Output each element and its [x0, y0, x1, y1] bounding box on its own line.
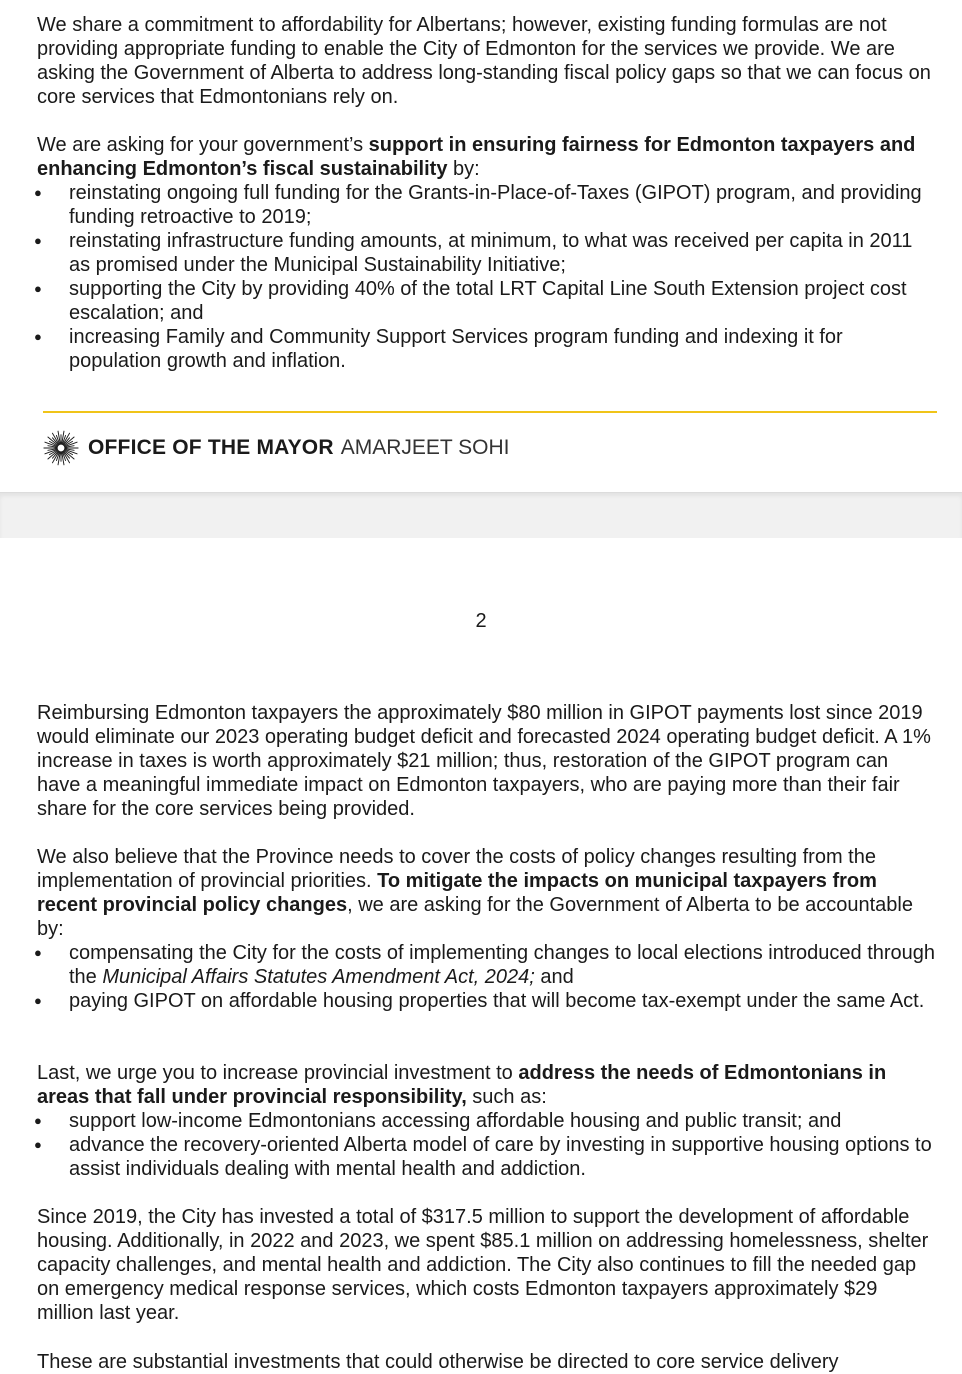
provincial-investment-text: Last, we urge you to increase provincial investment to address the needs of Edmontonians in areas that fall under provincial responsibility, such as:: [37, 1062, 887, 1108]
paragraph-fairness-request: [37, 133, 937, 373]
list-item: ● increasing Family and Community Support Services program funding and indexing it for population growth and inflation.: [0, 325, 937, 373]
paragraph-policy-changes: [37, 845, 937, 1013]
list-item: ● compensating the City for the costs of implementing changes to local elections introduced through the Municipal Affairs Statutes Amendment Act, 2024; and: [0, 941, 937, 989]
paragraph-affordability: We share a commitment to affordability for Albertans; however, existing funding formulas are not providing appropriate funding to enable the City of Edmonton for the services we provide. We are asking the Government of Alberta to address long-standing fiscal policy gaps so that we can focus on core services that Edmontonians rely on.: [37, 14, 931, 108]
fairness-request-text: We are asking for your government’s support in ensuring fairness for Edmonton taxpayers and enhancing Edmonton’s fiscal sustainability by:: [37, 134, 916, 180]
policy-changes-text: We also believe that the Province needs to cover the costs of policy changes resulting from the implementation of provincial priorities. To mitigate the impacts on municipal taxpayers from recent provincial policy changes, we are asking for the Government of Alberta to be accountable by:: [37, 846, 913, 940]
paragraph-provincial-investment: [37, 1061, 937, 1181]
fairness-bullet-list: [0, 181, 937, 373]
list-item: ● advance the recovery-oriented Alberta model of care by investing in supportive housing options to assist individuals dealing with mental health and addiction.: [0, 1133, 937, 1181]
document-page-2: [0, 538, 962, 1373]
document-page-1: [0, 0, 962, 492]
truncated-next-paragraph: [37, 1342, 937, 1373]
footer-divider: [43, 411, 937, 413]
paragraph-gipot-reimbursement: Reimbursing Edmonton taxpayers the approximately $80 million in GIPOT payments lost since 2019 would eliminate our 2023 operating budget deficit and forecasted 2024 operating budget deficit. A 1% increase in taxes is worth approximately $21 million; thus, restoration of the GIPOT program can have a meaningful immediate impact on Edmonton taxpayers, who are paying more than their fair share for the core services being provided.: [37, 702, 931, 820]
list-item: ● paying GIPOT on affordable housing properties that will become tax-exempt under the same Act.: [0, 989, 937, 1013]
truncated-line: These are substantial investments that could otherwise be directed to core service delivery: [37, 1351, 839, 1373]
investment-bullet-list: [0, 1109, 937, 1181]
page-break-gap: [0, 492, 962, 539]
paragraph-city-investments: Since 2019, the City has invested a total of $317.5 million to support the development of affordable housing. Additionally, in 2022 and 2023, we spent $85.1 million on addressing homelessness, shelter capacity challenges, and mental health and addiction. The City also continues to fill the needed gap on emergency medical response services, which costs Edmonton taxpayers approximately $29 million last year.: [37, 1206, 929, 1324]
list-item: ● supporting the City by providing 40% of the total LRT Capital Line South Extension project cost escalation; and: [0, 277, 937, 325]
list-item: ● reinstating ongoing full funding for the Grants-in-Place-of-Taxes (GIPOT) program, and providing funding retroactive to 2019;: [0, 181, 937, 229]
footer-office-title: OFFICE OF THE MAYOR: [88, 436, 334, 459]
page-number: 2: [475, 610, 487, 632]
page-footer: [42, 428, 510, 468]
sunburst-logo-icon: [42, 429, 80, 467]
list-item: ● support low-income Edmontonians accessing affordable housing and public transit; and: [0, 1109, 937, 1133]
policy-bullet-list: [0, 941, 937, 1013]
footer-mayor-name: AMARJEET SOHI: [340, 436, 510, 459]
list-item: ● reinstating infrastructure funding amounts, at minimum, to what was received per capita in 2011 as promised under the Municipal Sustainability Initiative;: [0, 229, 937, 277]
